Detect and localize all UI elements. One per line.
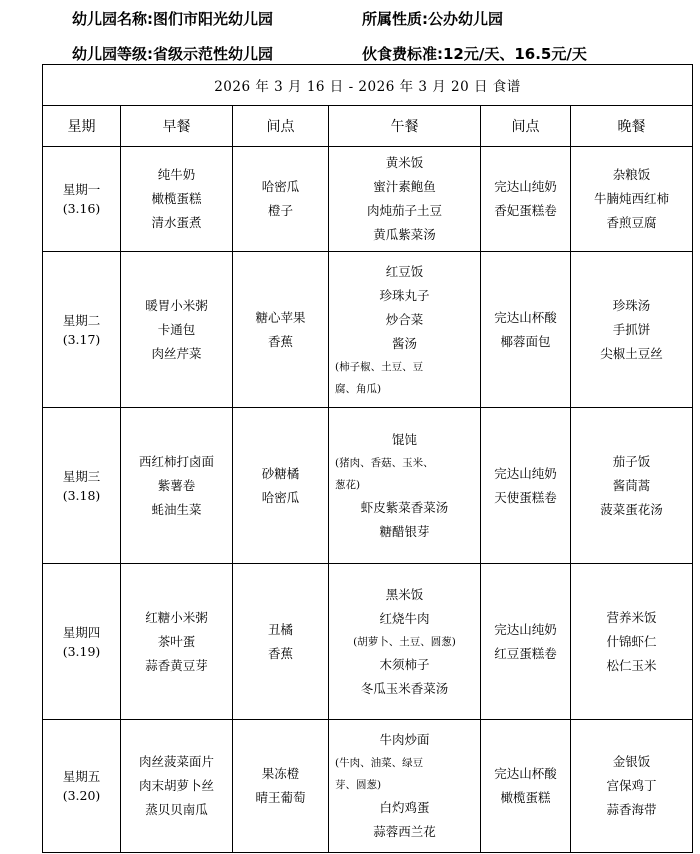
snack-afternoon-cell [481,408,571,564]
menu-item: 蒜香黄豆芽 [145,657,208,673]
menu-item: 完达山杯酸 [494,309,557,325]
column-header-snack-afternoon: 间点 [481,106,571,147]
menu-item: 红豆蛋糕卷 [494,645,557,661]
menu-item: 茄子饭 [612,453,651,469]
nature-line [362,8,503,29]
breakfast-cell [121,252,233,408]
snack-afternoon-cell [481,564,571,720]
menu-table [42,64,693,853]
menu-item: 哈密瓜 [261,489,300,505]
day-cell [43,564,121,720]
ingredient-note: (胡萝卜、土豆、圆葱) [353,635,456,648]
menu-item: 红烧牛肉 [379,610,430,626]
menu-item: 卡通包 [157,321,196,337]
day-date: (3.20) [62,788,101,803]
menu-item: 肉丝菠菜面片 [138,754,214,769]
menu-item: 砂糖橘 [261,465,300,481]
day-date: (3.16) [62,201,101,216]
menu-item: 木须柿子 [379,656,430,672]
table-row [43,408,693,564]
column-header-lunch: 午餐 [329,106,481,147]
menu-item: 菠菜蛋花汤 [600,501,663,517]
fee-value: 12元/天、16.5元/天 [443,45,587,63]
menu-item: 蜜汁素鲍鱼 [373,179,436,194]
lunch-cell [329,564,481,720]
menu-item: 手抓饼 [612,321,651,337]
menu-item: 完达山纯奶 [494,465,557,481]
menu-item: 炒合菜 [385,311,424,327]
menu-item: 金银饭 [612,754,651,769]
menu-item: 红糖小米粥 [145,609,208,625]
menu-item: 肉丝芹菜 [151,345,202,361]
menu-item: 黄瓜紫菜汤 [373,227,436,242]
day-date: (3.18) [62,487,101,503]
day-cell [43,408,121,564]
menu-item: 丑橘 [267,621,293,637]
menu-item: 糖心苹果 [255,309,306,325]
table-row [43,252,693,408]
menu-title: 2026 年 3 月 16 日 - 2026 年 3 月 20 日 食谱 [43,65,693,106]
breakfast-cell [121,564,233,720]
menu-item: 牛肉炒面 [379,732,430,747]
menu-item: 宫保鸡丁 [606,778,657,793]
snack-morning-cell [233,147,329,252]
breakfast-cell [121,720,233,853]
menu-item: 哈密瓜 [261,179,300,194]
day-cell [43,720,121,853]
column-header-breakfast: 早餐 [121,106,233,147]
menu-item: 橄榄蛋糕 [500,790,551,805]
column-header-dinner: 晚餐 [571,106,693,147]
kindergarten-name-line [72,8,273,29]
menu-item: 天使蛋糕卷 [494,489,557,505]
nature-value: 公办幼儿园 [428,10,504,28]
dinner-cell [571,720,693,853]
menu-item: 香蕉 [267,645,293,661]
menu-item: 纯牛奶 [157,167,196,182]
day-name: 星期四 [62,624,101,640]
snack-morning-cell [233,720,329,853]
snack-morning-cell [233,408,329,564]
table-row [43,564,693,720]
day-date: (3.17) [62,331,101,347]
menu-item: 黄米饭 [385,155,424,170]
menu-item: 尖椒土豆丝 [600,345,663,361]
snack-morning-cell [233,252,329,408]
level-line [72,43,273,64]
level-label: 幼儿园等级: [72,45,153,63]
menu-item: 虾皮紫菜香菜汤 [360,499,449,515]
menu-item: 完达山杯酸 [494,766,557,781]
day-cell [43,147,121,252]
menu-item: 杂粮饭 [612,167,651,182]
table-row [43,147,693,252]
ingredient-note: (猪肉、香菇、玉米、 [335,456,434,469]
menu-item: 紫薯卷 [157,477,196,493]
menu-item: 清水蛋煮 [151,215,202,230]
menu-item: 完达山纯奶 [494,621,557,637]
menu-item: 暖胃小米粥 [145,297,208,313]
lunch-cell [329,252,481,408]
menu-item: 糖醋银芽 [379,523,430,539]
nature-label: 所属性质: [362,10,428,28]
menu-item: 牛腩炖西红柿 [594,191,670,206]
lunch-cell [329,147,481,252]
table-title-row [43,65,693,106]
menu-item: 完达山纯奶 [494,179,557,194]
menu-item: 珍珠汤 [612,297,651,313]
menu-item: 香蕉 [267,333,293,349]
dinner-cell [571,147,693,252]
lunch-cell [329,408,481,564]
ingredient-note: 芽、圆葱) [335,779,382,791]
column-header-weekday: 星期 [43,106,121,147]
menu-item: 西红柿打卤面 [138,453,214,469]
lunch-cell [329,720,481,853]
menu-item: 红豆饭 [385,263,424,279]
menu-item: 蒜蓉西兰花 [373,824,436,839]
dinner-cell [571,408,693,564]
menu-item: 酱茼蒿 [612,477,651,493]
snack-afternoon-cell [481,252,571,408]
fee-line [362,43,587,64]
menu-item: 蚝油生菜 [151,501,202,517]
fee-label: 伙食费标准: [362,45,443,63]
menu-item: 珍珠丸子 [379,287,430,303]
menu-item: 橙子 [267,203,293,218]
menu-item: 果冻橙 [261,766,300,781]
table-row [43,720,693,853]
kindergarten-name-label: 幼儿园名称: [72,10,153,28]
day-name: 星期一 [62,182,101,197]
column-header-snack-morning: 间点 [233,106,329,147]
ingredient-note: (柿子椒、土豆、豆 [335,360,424,373]
day-cell [43,252,121,408]
menu-item: 馄饨 [391,431,417,447]
dinner-cell [571,252,693,408]
breakfast-cell [121,408,233,564]
menu-item: 蒸贝贝南瓜 [145,802,208,817]
menu-item: 香妃蛋糕卷 [494,203,557,218]
menu-item: 营养米饭 [606,609,657,625]
menu-item: 橄榄蛋糕 [151,191,202,206]
menu-item: 酱汤 [391,335,417,351]
menu-item: 椰蓉面包 [500,333,551,349]
kindergarten-name: 图们市阳光幼儿园 [153,10,274,28]
menu-item: 冬瓜玉米香菜汤 [360,680,449,696]
menu-item: 什锦虾仁 [606,633,657,649]
menu-item: 茶叶蛋 [157,633,196,649]
menu-item: 香煎豆腐 [606,215,657,230]
menu-item: 黑米饭 [385,586,424,602]
day-name: 星期二 [62,312,101,328]
snack-morning-cell [233,564,329,720]
menu-item: 蒜香海带 [606,802,657,817]
menu-item: 晴王葡萄 [255,790,306,805]
ingredient-note: 葱花) [335,478,361,491]
ingredient-note: 腐、角瓜) [335,382,382,395]
breakfast-cell [121,147,233,252]
dinner-cell [571,564,693,720]
menu-item: 白灼鸡蛋 [379,800,430,815]
menu-item: 松仁玉米 [606,657,657,673]
ingredient-note: (牛肉、油菜、绿豆 [335,757,424,769]
menu-item: 肉炖茄子土豆 [366,203,442,218]
day-date: (3.19) [62,643,101,659]
level-value: 省级示范性幼儿园 [153,45,274,63]
menu-item: 肉末胡萝卜丝 [138,778,214,793]
table-header-row [43,106,693,147]
day-name: 星期三 [62,468,101,484]
snack-afternoon-cell [481,147,571,252]
day-name: 星期五 [62,769,101,784]
snack-afternoon-cell [481,720,571,853]
